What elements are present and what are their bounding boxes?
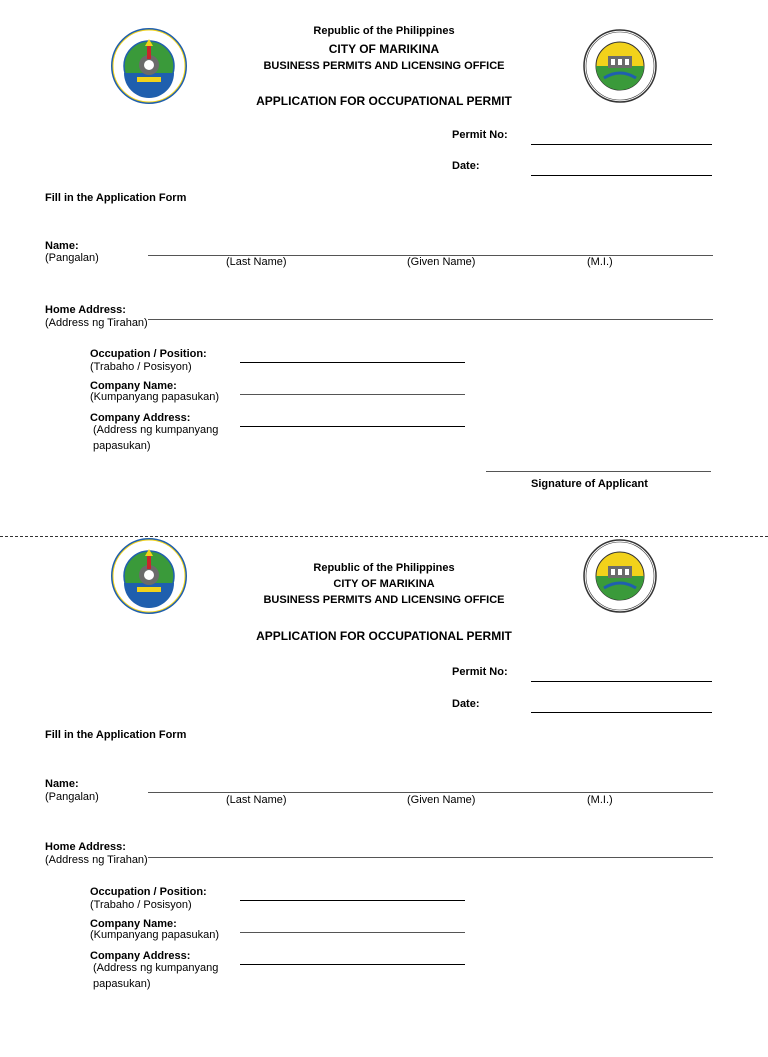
office-label: BUSINESS PERMITS AND LICENSING OFFICE [263,60,505,72]
republic-label: Republic of the Philippines [313,562,455,574]
name-label: Name: [45,240,79,252]
date-label: Date: [452,160,480,172]
company-name-field[interactable] [240,394,465,395]
company-name-label: Company Name: [90,918,177,930]
company-name-sublabel: (Kumpanyang papasukan) [90,929,220,941]
permit-no-label: Permit No: [452,666,508,678]
city-label: CITY OF MARIKINA [328,42,440,56]
date-label: Date: [452,698,480,710]
city-label: CITY OF MARIKINA [333,578,435,590]
company-address-field[interactable] [240,964,465,965]
company-name-label: Company Name: [90,380,177,392]
name-field[interactable] [148,792,713,793]
mi-label: (M.I.) [587,256,613,268]
company-address-label: Company Address: [90,950,191,962]
date-field[interactable] [531,175,712,176]
home-address-label: Home Address: [45,304,126,316]
occupation-field[interactable] [240,900,465,901]
given-name-label: (Given Name) [407,256,476,268]
company-name-field[interactable] [240,932,465,933]
occupation-label: Occupation / Position: [90,348,207,360]
company-address-sublabel-1: (Address ng kumpanyang [93,962,219,974]
form-title: APPLICATION FOR OCCUPATIONAL PERMIT [256,629,512,643]
occupation-sublabel: (Trabaho / Posisyon) [90,361,192,373]
bplo-seal-icon [582,538,658,614]
fill-in-label: Fill in the Application Form [45,192,187,204]
permit-no-field[interactable] [531,681,712,682]
company-address-sublabel-1: (Address ng kumpanyang [93,424,219,436]
occupation-field[interactable] [240,362,465,363]
home-address-field[interactable] [148,857,713,858]
given-name-label: (Given Name) [407,794,476,806]
company-address-label: Company Address: [90,412,191,424]
date-field[interactable] [531,712,712,713]
office-label: BUSINESS PERMITS AND LICENSING OFFICE [263,594,505,606]
bplo-seal-icon [582,28,658,104]
company-address-sublabel-2: papasukan) [93,978,151,990]
company-address-sublabel-2: papasukan) [93,440,151,452]
permit-form-top [0,0,768,520]
last-name-label: (Last Name) [226,256,287,268]
last-name-label: (Last Name) [226,794,287,806]
republic-label: Republic of the Philippines [313,25,455,37]
permit-no-label: Permit No: [452,129,508,141]
home-address-sublabel: (Address ng Tirahan) [45,317,148,329]
home-address-label: Home Address: [45,841,126,853]
permit-no-field[interactable] [531,144,712,145]
signature-field[interactable] [486,471,711,472]
city-of-marikina-seal-icon [110,27,188,105]
signature-label: Signature of Applicant [531,478,648,490]
city-of-marikina-seal-icon [110,537,188,615]
home-address-field[interactable] [148,319,713,320]
name-sublabel: (Pangalan) [45,791,99,803]
company-name-sublabel: (Kumpanyang papasukan) [90,391,220,403]
name-label: Name: [45,778,79,790]
name-sublabel: (Pangalan) [45,252,99,264]
form-title: APPLICATION FOR OCCUPATIONAL PERMIT [256,94,512,108]
fill-in-label: Fill in the Application Form [45,729,187,741]
occupation-label: Occupation / Position: [90,886,207,898]
occupation-sublabel: (Trabaho / Posisyon) [90,899,192,911]
home-address-sublabel: (Address ng Tirahan) [45,854,148,866]
permit-form-bottom [0,537,768,1057]
company-address-field[interactable] [240,426,465,427]
mi-label: (M.I.) [587,794,613,806]
